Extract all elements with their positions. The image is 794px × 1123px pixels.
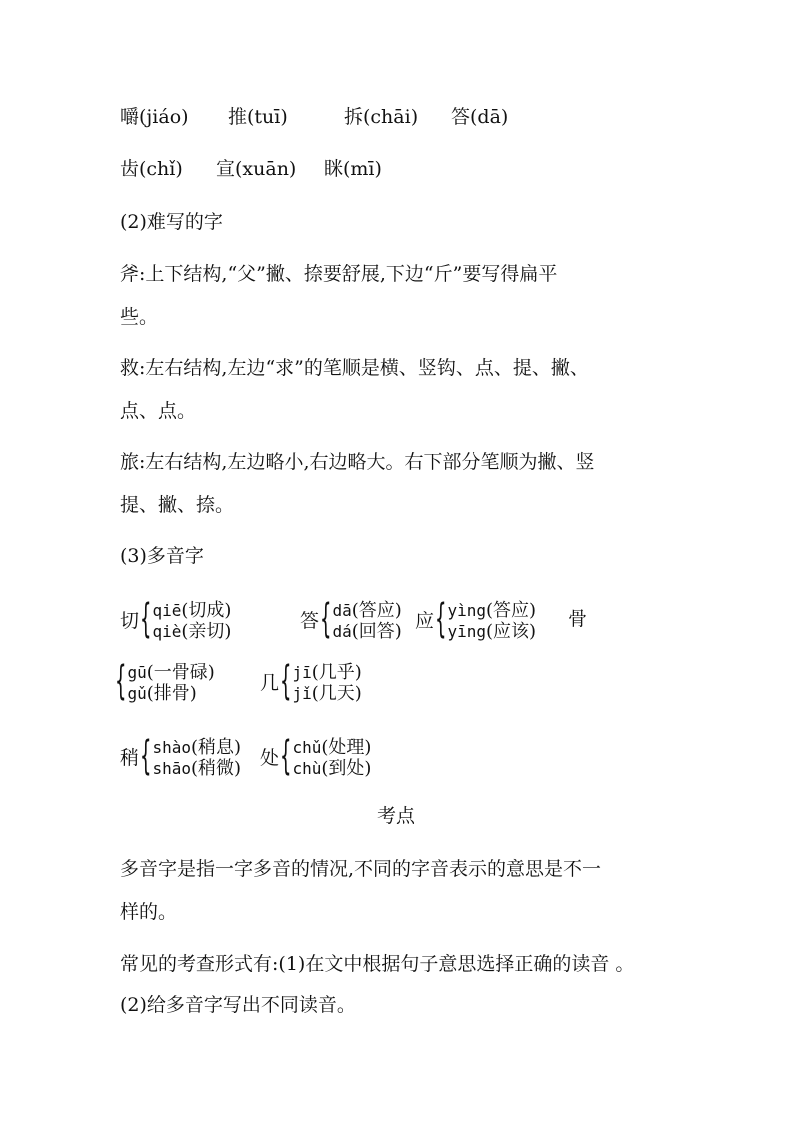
polyphone-qie	[120, 596, 232, 642]
reading-item: 推(tuī)	[228, 106, 288, 128]
polyphone-char: 处	[260, 746, 280, 769]
polyphone-shao	[120, 733, 242, 779]
brace-icon: {	[140, 733, 152, 779]
reading-item: 拆(chāi)	[344, 106, 419, 128]
polyphone-char: 稍	[120, 746, 140, 769]
polyphone-reading: shào(稍息)	[152, 737, 242, 758]
polyphone-reading: jī(几乎)	[292, 662, 362, 683]
polyphone-gu-char	[568, 610, 587, 629]
polyphone-ying	[415, 596, 537, 642]
polyphone-reading: gū(一骨碌)	[127, 662, 215, 683]
polyphone-reading: yīng(应该)	[447, 621, 537, 642]
polyphone-reading: yìng(答应)	[447, 600, 537, 621]
hard-char-3-line1: 旅:左右结构,左边略小,右边略大。右下部分笔顺为撇、竖	[120, 451, 595, 473]
polyphone-reading: jǐ(几天)	[292, 683, 362, 704]
brace-icon: {	[435, 596, 447, 642]
kaodian-title: 考点	[377, 805, 416, 827]
polyphone-reading: chù(到处)	[292, 758, 372, 779]
polyphone-reading: dā(答应)	[332, 600, 402, 621]
kaodian-p1-line2: 样的。	[120, 901, 178, 923]
polyphone-char: 切	[120, 609, 140, 632]
hard-char-2-line2: 点、点。	[120, 400, 197, 422]
brace-icon: {	[280, 733, 292, 779]
hard-char-3-line2: 提、撇、捺。	[120, 494, 235, 516]
polyphone-gu	[114, 658, 215, 704]
polyphone-reading: qiè(亲切)	[152, 621, 232, 642]
polyphone-da	[300, 596, 402, 642]
brace-icon: {	[320, 596, 332, 642]
brace-icon: {	[140, 596, 152, 642]
kaodian-p2-line1: 常见的考查形式有:(1)在文中根据句子意思选择正确的读音 。	[120, 953, 635, 975]
hard-char-1-line1: 斧:上下结构,“父”撇、捺要舒展,下边“斤”要写得扁平	[120, 263, 558, 285]
polyphone-reading: gǔ(排骨)	[127, 683, 197, 704]
reading-item: 宣(xuān)	[216, 158, 297, 180]
polyphone-ji	[260, 658, 362, 704]
hard-char-2-line1: 救:左右结构,左边“求”的笔顺是横、竖钩、点、提、撇、	[120, 357, 589, 379]
polyphone-reading: dá(回答)	[332, 621, 402, 642]
polyphone-char: 应	[415, 609, 435, 632]
reading-item: 眯(mī)	[324, 158, 382, 180]
polyphone-chu	[260, 733, 372, 779]
reading-item: 齿(chǐ)	[120, 158, 183, 180]
section-2-title: (2)难写的字	[120, 211, 223, 233]
section-3-title: (3)多音字	[120, 545, 204, 567]
polyphone-char: 几	[260, 671, 280, 694]
reading-item: 答(dā)	[451, 106, 509, 128]
polyphone-char: 骨	[568, 608, 588, 630]
brace-icon: {	[114, 658, 127, 704]
reading-item: 嚼(jiáo)	[120, 106, 189, 128]
polyphone-reading: shāo(稍微)	[152, 758, 242, 779]
polyphone-char: 答	[300, 609, 320, 632]
polyphone-reading: chǔ(处理)	[292, 737, 372, 758]
kaodian-p2-line2: (2)给多音字写出不同读音。	[120, 994, 356, 1016]
brace-icon: {	[280, 658, 292, 704]
kaodian-p1-line1: 多音字是指一字多音的情况,不同的字音表示的意思是不一	[120, 858, 602, 880]
hard-char-1-line2: 些。	[120, 306, 159, 328]
polyphone-reading: qiē(切成)	[152, 600, 232, 621]
